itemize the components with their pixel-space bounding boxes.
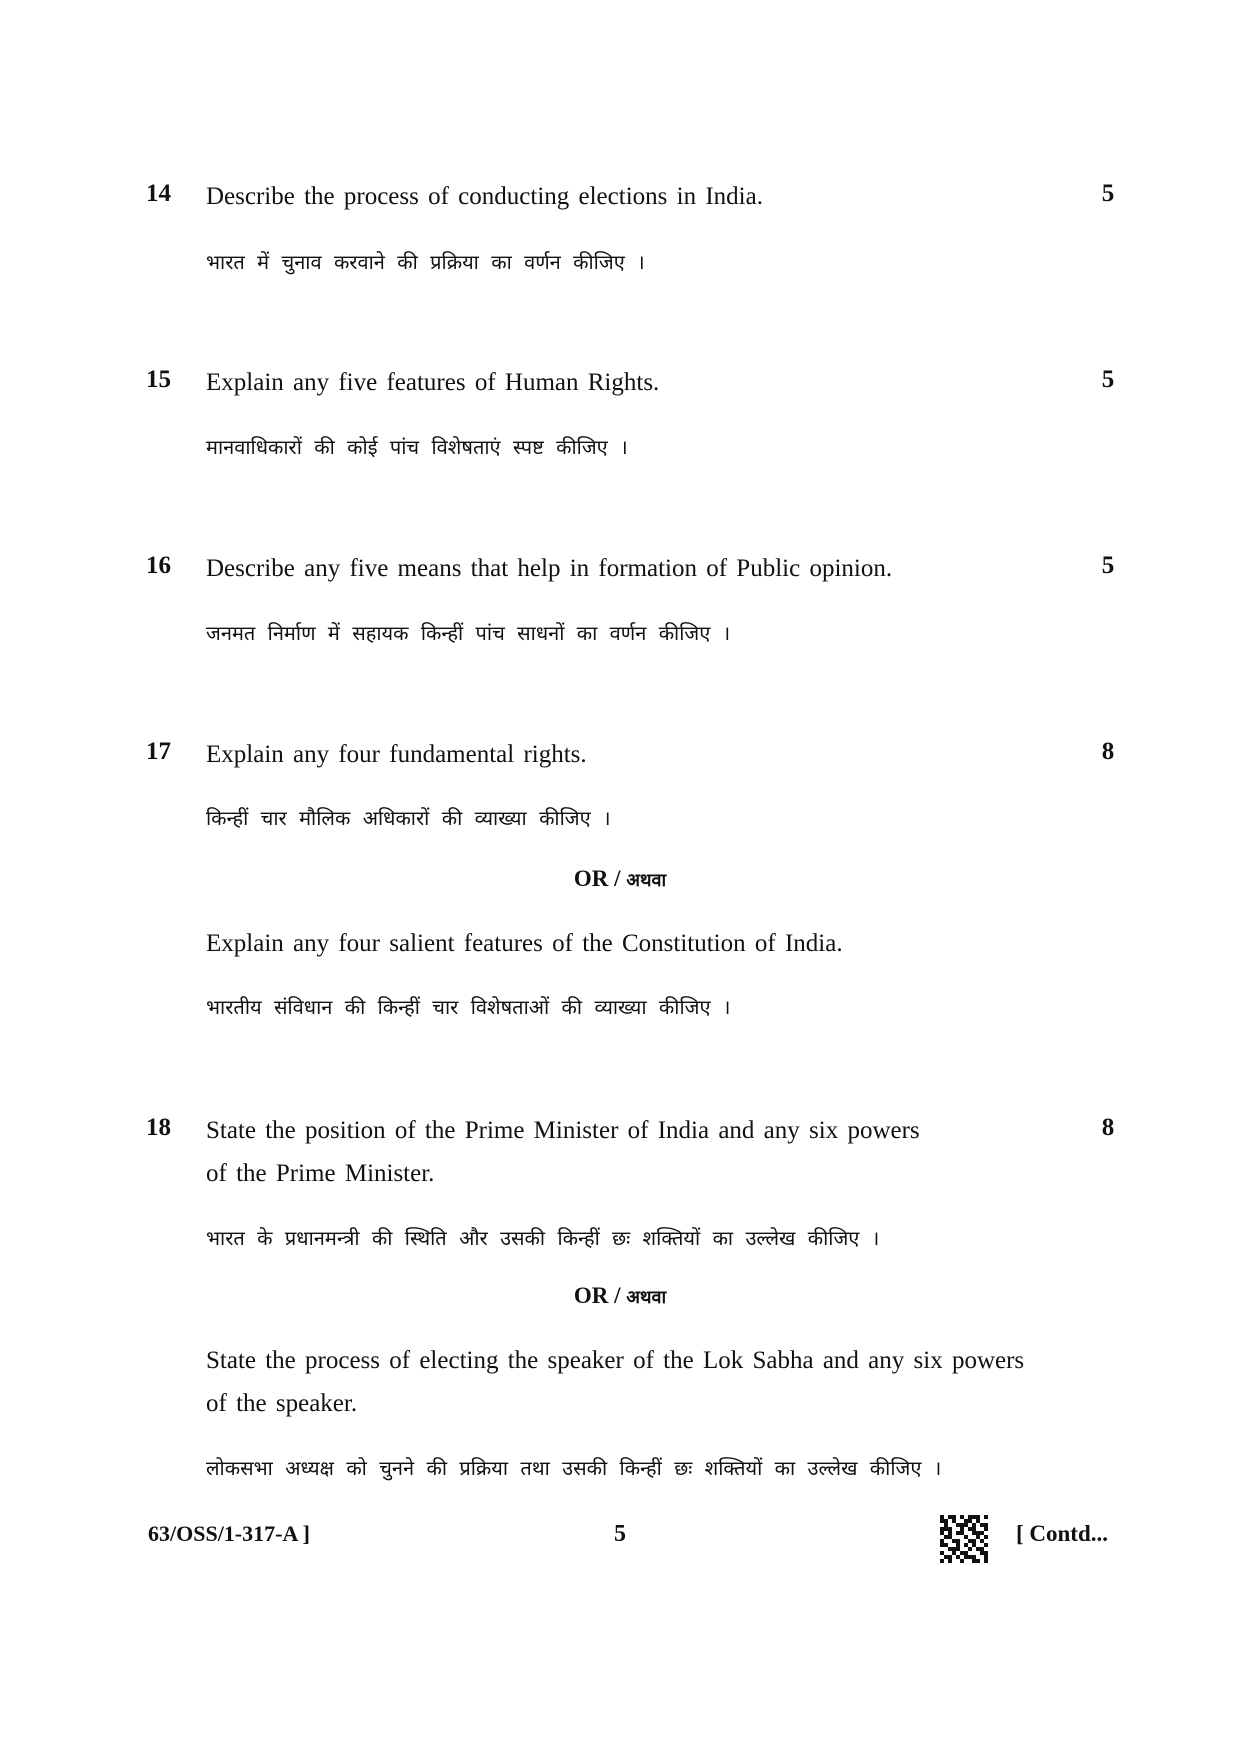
question-marks: 8 xyxy=(1101,1114,1115,1141)
question-number: 15 xyxy=(146,366,171,393)
or-label-en: OR xyxy=(573,866,609,891)
question-text-en: Explain any four fundamental rights. xyxy=(206,741,587,768)
question-text-hi: भारत के प्रधानमन्त्री की स्थिति और उसकी किन्हीं छः शक्तियों का उल्लेख कीजिए । xyxy=(206,1226,880,1250)
question-text-hi: किन्हीं चार मौलिक अधिकारों की व्याख्या कीजिए । xyxy=(206,806,611,830)
or-divider xyxy=(0,1283,1240,1309)
question-number: 14 xyxy=(146,180,171,207)
or-divider xyxy=(0,866,1240,892)
question-text-hi: मानवाधिकारों की कोई पांच विशेषताएं स्पष्ट कीजिए । xyxy=(206,435,628,459)
question-marks: 8 xyxy=(1101,738,1115,765)
alt-question-text-hi: भारतीय संविधान की किन्हीं चार विशेषताओं की व्याख्या कीजिए । xyxy=(206,995,731,1019)
question-text-en: Explain any five features of Human Rights. xyxy=(206,369,660,396)
question-text-en-line1: State the position of the Prime Minister of India and any six powers xyxy=(206,1117,920,1144)
question-text-en: Describe the process of conducting elections in India. xyxy=(206,183,763,210)
or-label-en: OR xyxy=(573,1283,609,1308)
question-text-hi: भारत में चुनाव करवाने की प्रक्रिया का वर्णन कीजिए । xyxy=(206,250,645,274)
or-label-hi: अथवा xyxy=(626,1287,667,1308)
question-text-en: Describe any five means that help in formation of Public opinion. xyxy=(206,555,893,582)
question-number: 16 xyxy=(146,552,171,579)
continued-label: [ Contd... xyxy=(1016,1521,1109,1546)
question-number: 18 xyxy=(146,1114,171,1141)
or-separator: / xyxy=(614,866,621,891)
question-marks: 5 xyxy=(1101,366,1115,393)
question-text-en-line2: of the Prime Minister. xyxy=(206,1160,435,1187)
question-text-hi: जनमत निर्माण में सहायक किन्हीं पांच साधनों का वर्णन कीजिए । xyxy=(206,621,731,645)
paper-code: 63/OSS/1-317-A ] xyxy=(148,1521,310,1546)
alt-question-text-en-line2: of the speaker. xyxy=(206,1390,358,1417)
question-marks: 5 xyxy=(1101,180,1115,207)
alt-question-text-en-line1: State the process of electing the speaker of the Lok Sabha and any six powers xyxy=(206,1347,1025,1374)
alt-question-text-hi: लोकसभा अध्यक्ष को चुनने की प्रक्रिया तथा उसकी किन्हीं छः शक्तियों का उल्लेख कीजिए । xyxy=(206,1456,942,1480)
alt-question-text-en: Explain any four salient features of the Constitution of India. xyxy=(206,930,843,957)
qr-code-icon xyxy=(940,1515,988,1563)
or-label-hi: अथवा xyxy=(626,870,667,891)
question-number: 17 xyxy=(146,738,171,765)
or-separator: / xyxy=(614,1283,621,1308)
page-number: 5 xyxy=(614,1521,626,1547)
question-marks: 5 xyxy=(1101,552,1115,579)
